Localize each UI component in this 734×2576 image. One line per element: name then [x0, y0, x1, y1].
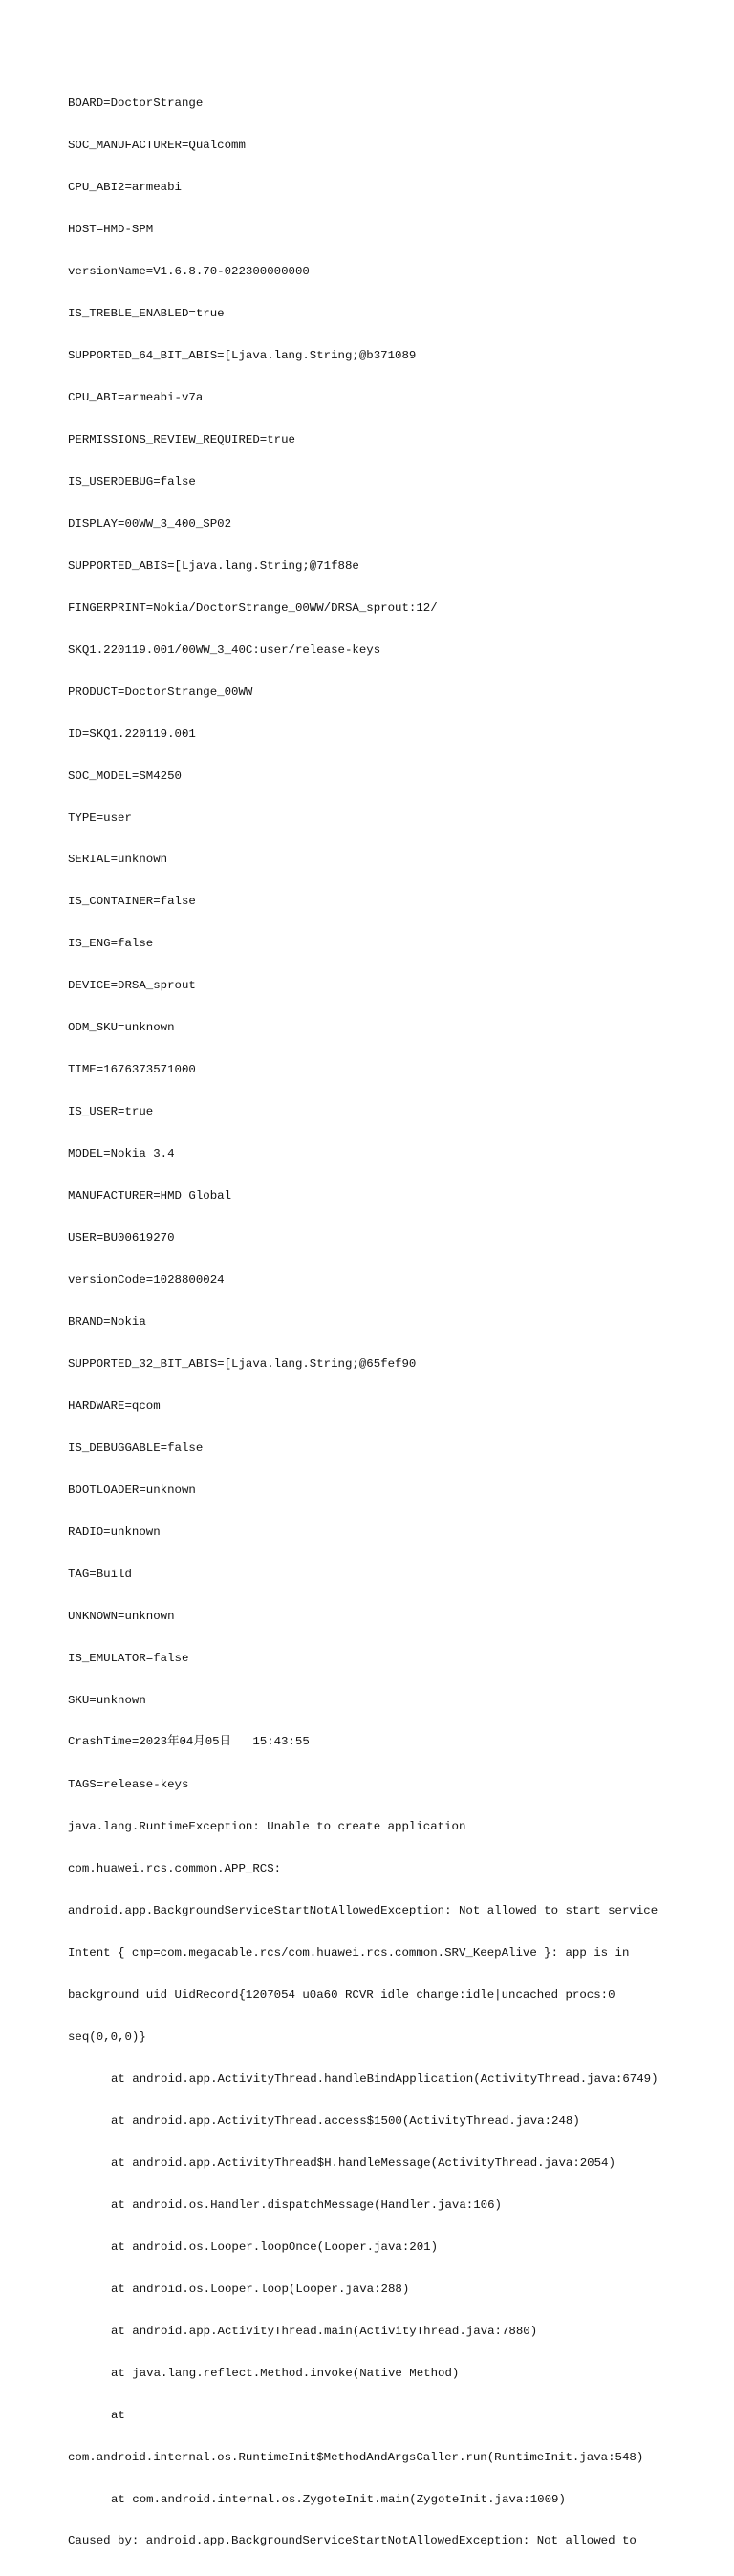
- log-line: SOC_MANUFACTURER=Qualcomm: [68, 139, 246, 153]
- log-line: TIME=1676373571000: [68, 1063, 196, 1077]
- log-line: TAGS=release-keys: [68, 1778, 189, 1792]
- log-line: CPU_ABI=armeabi-v7a: [68, 390, 204, 404]
- log-line: SUPPORTED_ABIS=[Ljava.lang.String;@71f88e: [68, 558, 359, 573]
- log-line: versionCode=1028800024: [68, 1273, 225, 1287]
- log-line: UNKNOWN=unknown: [68, 1609, 175, 1623]
- log-line: IS_EMULATOR=false: [68, 1651, 189, 1665]
- log-line: IS_TREBLE_ENABLED=true: [68, 307, 225, 321]
- log-line: SOC_MODEL=SM4250: [68, 768, 182, 783]
- log-line: RADIO=unknown: [68, 1525, 161, 1539]
- log-line: SUPPORTED_64_BIT_ABIS=[Ljava.lang.String;@b371089: [68, 349, 417, 363]
- log-line: BOARD=DoctorStrange: [68, 97, 204, 111]
- exception-line: background uid UidRecord{1207054 u0a60 RCVR idle change:idle|uncached procs:0: [68, 1988, 615, 2002]
- log-line: BRAND=Nokia: [68, 1314, 146, 1329]
- log-line: FINGERPRINT=Nokia/DoctorStrange_00WW/DRSA_sprout:12/: [68, 600, 438, 615]
- exception-line: java.lang.RuntimeException: Unable to create application: [68, 1820, 466, 1834]
- log-line: versionName=V1.6.8.70-022300000000: [68, 265, 310, 279]
- crash-time-line: CrashTime=2023年04月05日 15:43:55: [68, 1735, 310, 1749]
- stack-trace-line: com.android.internal.os.RuntimeInit$MethodAndArgsCaller.run(RuntimeInit.java:548): [68, 2450, 644, 2464]
- log-line: SKU=unknown: [68, 1693, 146, 1707]
- exception-line: seq(0,0,0)}: [68, 2030, 146, 2045]
- log-line: TAG=Build: [68, 1567, 132, 1581]
- stack-trace-line: at: [111, 2408, 125, 2422]
- stack-trace-line: at android.app.ActivityThread$H.handleMessage(ActivityThread.java:2054): [111, 2155, 615, 2170]
- exception-line: com.huawei.rcs.common.APP_RCS:: [68, 1862, 282, 1876]
- log-line: PRODUCT=DoctorStrange_00WW: [68, 684, 253, 699]
- log-line: DEVICE=DRSA_sprout: [68, 979, 196, 993]
- stack-trace-line: at android.app.ActivityThread.handleBindApplication(ActivityThread.java:6749): [111, 2071, 658, 2086]
- exception-line: Intent { cmp=com.megacable.rcs/com.huawei.rcs.common.SRV_KeepAlive }: app is in: [68, 1946, 630, 1960]
- log-line: BOOTLOADER=unknown: [68, 1483, 196, 1497]
- log-line: PERMISSIONS_REVIEW_REQUIRED=true: [68, 432, 295, 446]
- stack-trace-line: at android.os.Handler.dispatchMessage(Handler.java:106): [111, 2197, 502, 2212]
- log-line: HARDWARE=qcom: [68, 1398, 161, 1413]
- log-line: IS_USER=true: [68, 1105, 154, 1119]
- log-line: ODM_SKU=unknown: [68, 1021, 175, 1035]
- log-line: USER=BU00619270: [68, 1231, 175, 1245]
- log-line: SKQ1.220119.001/00WW_3_40C:user/release-keys: [68, 642, 381, 657]
- stack-trace-line: at android.os.Looper.loop(Looper.java:288): [111, 2282, 410, 2296]
- stack-trace-line: at android.os.Looper.loopOnce(Looper.java:201): [111, 2240, 439, 2254]
- log-line: IS_DEBUGGABLE=false: [68, 1440, 204, 1455]
- log-line: CPU_ABI2=armeabi: [68, 181, 182, 195]
- log-line: HOST=HMD-SPM: [68, 223, 154, 237]
- log-line: DISPLAY=00WW_3_400_SP02: [68, 516, 232, 530]
- log-line: MANUFACTURER=HMD Global: [68, 1189, 232, 1203]
- log-line: IS_CONTAINER=false: [68, 895, 196, 909]
- log-line: SUPPORTED_32_BIT_ABIS=[Ljava.lang.String;@65fef90: [68, 1356, 417, 1371]
- log-line: MODEL=Nokia 3.4: [68, 1147, 175, 1161]
- log-line: SERIAL=unknown: [68, 853, 168, 867]
- stack-trace-line: at android.app.ActivityThread.access$1500(ActivityThread.java:248): [111, 2113, 580, 2128]
- stack-trace-line: at com.android.internal.os.ZygoteInit.main(ZygoteInit.java:1009): [111, 2492, 566, 2506]
- exception-line: android.app.BackgroundServiceStartNotAllowedException: Not allowed to start service: [68, 1904, 658, 1918]
- log-line: ID=SKQ1.220119.001: [68, 726, 196, 741]
- crash-log-text: [68, 69, 727, 2576]
- log-line: IS_USERDEBUG=false: [68, 474, 196, 488]
- stack-trace-line: at java.lang.reflect.Method.invoke(Native Method): [111, 2366, 460, 2380]
- log-line: TYPE=user: [68, 811, 132, 825]
- log-line: IS_ENG=false: [68, 937, 154, 951]
- stack-trace-line: at android.app.ActivityThread.main(ActivityThread.java:7880): [111, 2324, 538, 2338]
- caused-by-line: Caused by: android.app.BackgroundServiceStartNotAllowedException: Not allowed to: [68, 2534, 637, 2548]
